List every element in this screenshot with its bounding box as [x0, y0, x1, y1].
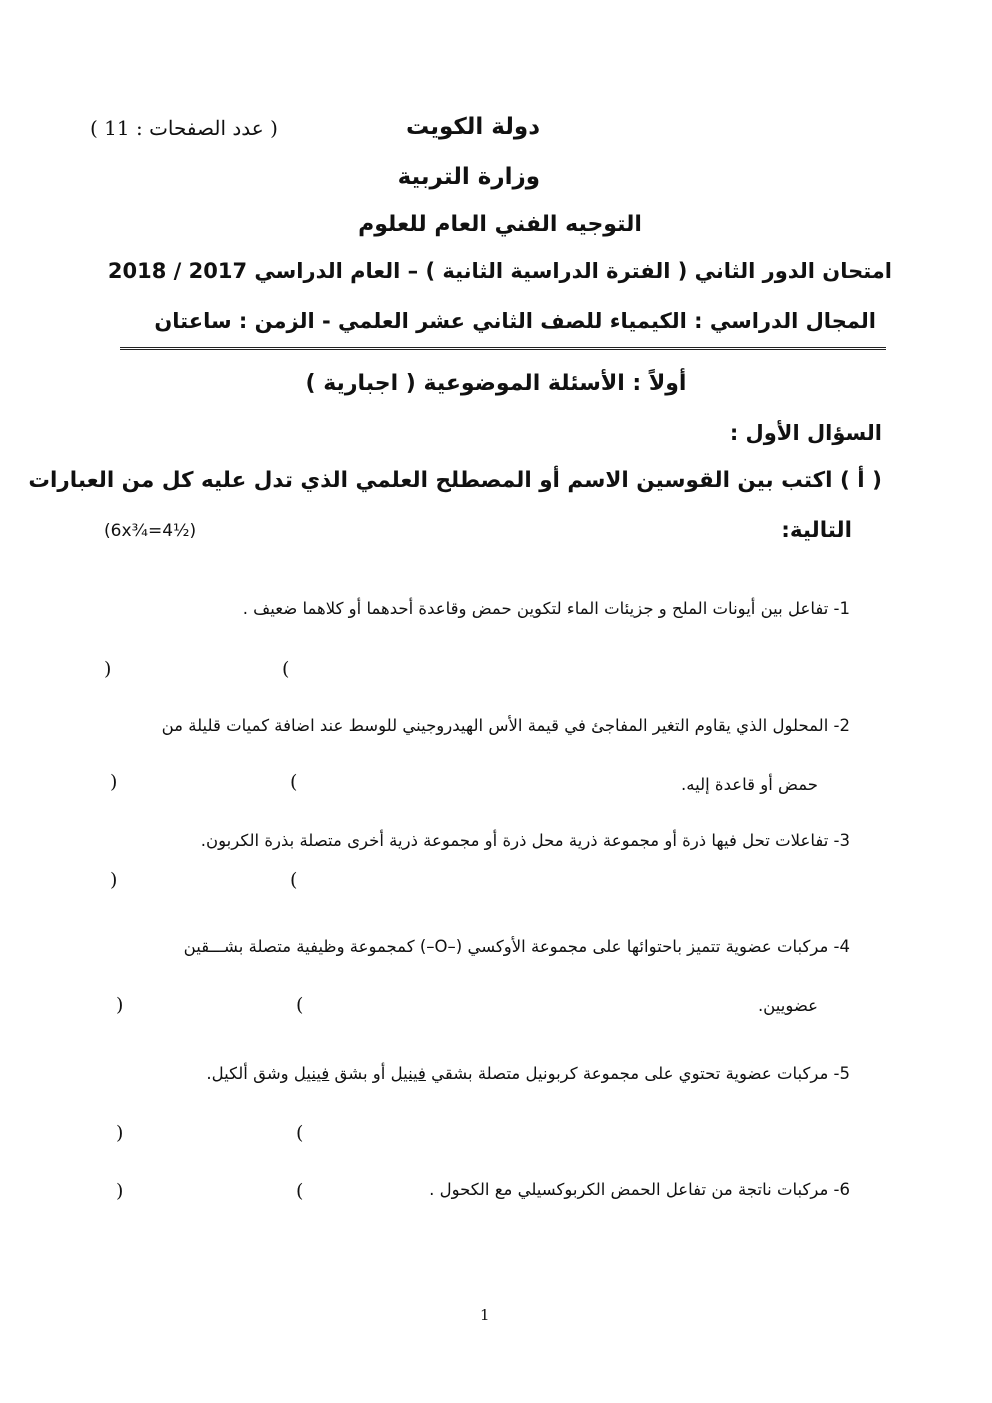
exam-info-line: امتحان الدور الثاني ( الفترة الدراسية الثانية ) – العام الدراسي 2017 / 2018: [107, 259, 892, 283]
question-instruction-cont: التالية:: [781, 518, 852, 543]
ministry-name: وزارة التربية: [397, 164, 540, 190]
guidance-title: التوجيه الفني العام للعلوم: [358, 212, 642, 237]
country-name: دولة الكويت: [406, 114, 540, 140]
item-5-text-c: وشق ألكيل.: [206, 1064, 294, 1083]
item-5-blank-close[interactable]: ): [116, 1122, 124, 1144]
item-4-blank-close[interactable]: ): [116, 994, 124, 1016]
item-1-blank-open[interactable]: (: [282, 658, 290, 680]
item-5-underlined-2: فينيل: [293, 1064, 330, 1083]
item-4-blank-open[interactable]: (: [296, 994, 304, 1016]
item-4-text-cont: عضويين.: [757, 996, 818, 1015]
page-number: 1: [480, 1306, 490, 1324]
item-6-blank-open[interactable]: (: [296, 1180, 304, 1202]
item-5-text: [206, 1064, 850, 1083]
section-title: أولاً : الأسئلة الموضوعية ( اجبارية ): [305, 371, 687, 396]
item-1-blank-close[interactable]: ): [104, 658, 112, 680]
item-3-blank-open[interactable]: (: [290, 869, 298, 891]
item-2-text: 2- المحلول الذي يقاوم التغير المفاجئ في قيمة الأس الهيدروجيني للوسط عند اضافة كميات قليلة من: [161, 716, 850, 735]
pages-count: ( عدد الصفحات : 11 ): [90, 116, 278, 140]
item-5-text-a: 5- مركبات عضوية تحتوي على مجموعة كربونيل متصلة بشقي: [425, 1064, 850, 1083]
score-note: (6x¾=4½): [104, 521, 197, 541]
item-4-text: 4- مركبات عضوية تتميز باحتوائها على مجموعة الأوكسي (–O–) كمجموعة وظيفية متصلة بشـــقين: [183, 937, 850, 956]
item-5-blank-open[interactable]: (: [296, 1122, 304, 1144]
question-instruction: ( أ ) اكتب بين القوسين الاسم أو المصطلح العلمي الذي تدل عليه كل من العبارات: [28, 468, 882, 493]
header-divider: [120, 347, 886, 350]
item-3-blank-close[interactable]: ): [110, 869, 118, 891]
item-6-text: 6- مركبات ناتجة من تفاعل الحمض الكربوكسيلي مع الكحول .: [429, 1180, 850, 1199]
item-3-text: 3- تفاعلات تحل فيها ذرة أو مجموعة ذرية محل ذرة أو مجموعة ذرية أخرى متصلة بذرة الكربون.: [200, 831, 850, 850]
question-title: السؤال الأول :: [729, 421, 882, 445]
subject-info-line: المجال الدراسي : الكيمياء للصف الثاني عشر العلمي - الزمن : ساعتان: [154, 309, 876, 333]
item-5-underlined-1: فينيل: [390, 1064, 426, 1083]
item-5-text-b: أو بشق: [329, 1064, 391, 1083]
item-2-blank-close[interactable]: ): [110, 771, 118, 793]
item-6-blank-close[interactable]: ): [116, 1180, 124, 1202]
item-1-text: 1- تفاعل بين أيونات الملح و جزيئات الماء لتكوين حمض وقاعدة أحدهما أو كلاهما ضعيف .: [242, 599, 850, 618]
item-2-text-cont: حمض أو قاعدة إليه.: [681, 775, 818, 794]
item-2-blank-open[interactable]: (: [290, 771, 298, 793]
